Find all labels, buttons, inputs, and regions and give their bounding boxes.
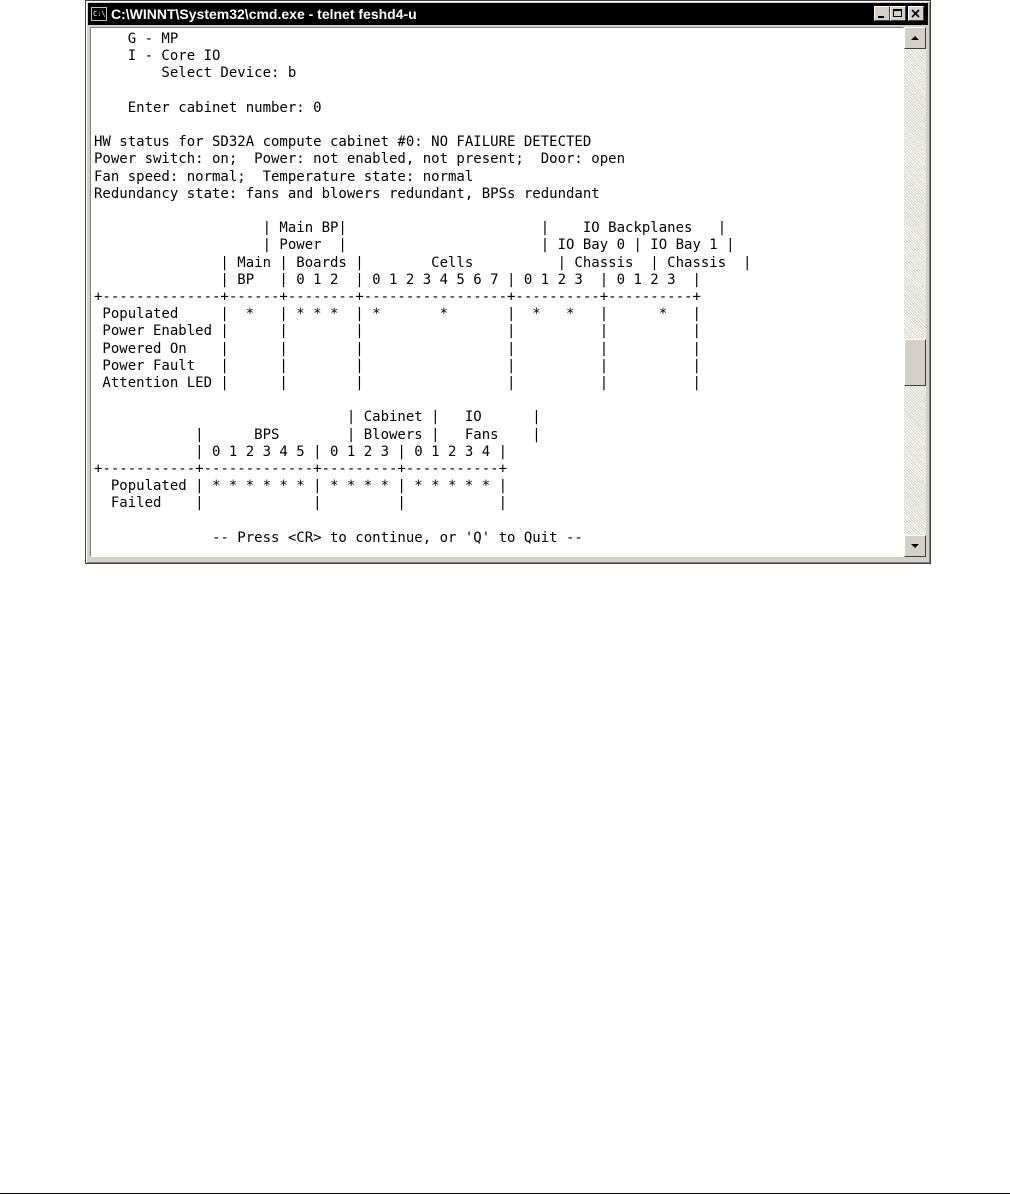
minimize-button[interactable] (874, 6, 890, 21)
console-window (85, 0, 931, 564)
console-line: Failed | | | | (94, 495, 508, 512)
close-button[interactable] (908, 6, 924, 21)
scrollbar-thumb[interactable] (904, 339, 926, 386)
console-line: | BPS | Blowers | Fans | (94, 426, 541, 443)
page-bottom-rule (0, 1193, 1010, 1194)
console-line: | Cabinet | IO | (94, 409, 541, 426)
console-line: | 0 1 2 3 4 5 | 0 1 2 3 | 0 1 2 3 4 | (94, 443, 508, 460)
vertical-scrollbar[interactable] (904, 27, 926, 557)
console-line: +-----------+-------------+---------+-----------+ (94, 461, 508, 478)
scroll-down-button[interactable] (904, 535, 926, 557)
console-line: | BP | 0 1 2 | 0 1 2 3 4 5 6 7 | 0 1 2 3 | 0 1 2 3 | (94, 271, 701, 288)
scroll-down-arrow-icon (910, 543, 920, 549)
console-line: Populated | * | * * * | * * | * * | * | (94, 306, 701, 323)
console-line: -- Press <CR> to continue, or 'Q' to Quit -- (94, 529, 583, 546)
minimize-icon (875, 7, 889, 20)
console-line: G - MP (94, 31, 179, 47)
window-title: C:\WINNT\System32\cmd.exe - telnet feshd4-u (111, 6, 417, 22)
console-line: Power Fault | | | | | | (94, 357, 701, 374)
maximize-icon (891, 7, 905, 20)
console-line: Powered On | | | | | | (94, 340, 701, 357)
console-line: Power switch: on; Power: not enabled, not present; Door: open (94, 151, 626, 168)
console-line: Attention LED | | | | | | (94, 375, 701, 392)
title-bar[interactable] (88, 3, 928, 25)
scroll-up-button[interactable] (904, 27, 926, 49)
console-output-area[interactable] (90, 27, 904, 557)
console-line: Fan speed: normal; Temperature state: normal (94, 168, 474, 185)
console-line: I - Core IO (94, 48, 221, 65)
console-line: Populated | * * * * * * | * * * * | * * * * * | (94, 478, 508, 495)
console-line: Redundancy state: fans and blowers redundant, BPSs redundant (94, 185, 600, 202)
console-line: | Power | | IO Bay 0 | IO Bay 1 | (94, 237, 735, 254)
console-line: | Main | Boards | Cells | Chassis | Chassis | (94, 254, 752, 271)
maximize-button[interactable] (890, 6, 906, 21)
console-line: | Main BP| | IO Backplanes | (94, 220, 727, 237)
close-icon (909, 7, 923, 20)
console-line: Enter cabinet number: 0 (94, 99, 322, 116)
console-app-icon[interactable]: C:\ (91, 7, 107, 21)
scroll-up-arrow-icon (910, 35, 920, 41)
window-controls (874, 6, 924, 21)
console-line: HW status for SD32A compute cabinet #0: NO FAILURE DETECTED (94, 134, 592, 151)
console-line: Power Enabled | | | | | | (94, 323, 701, 340)
console-line: Select Device: b (94, 65, 297, 82)
console-text (91, 28, 903, 547)
console-line: +--------------+------+--------+-----------------+----------+----------+ (94, 289, 701, 306)
